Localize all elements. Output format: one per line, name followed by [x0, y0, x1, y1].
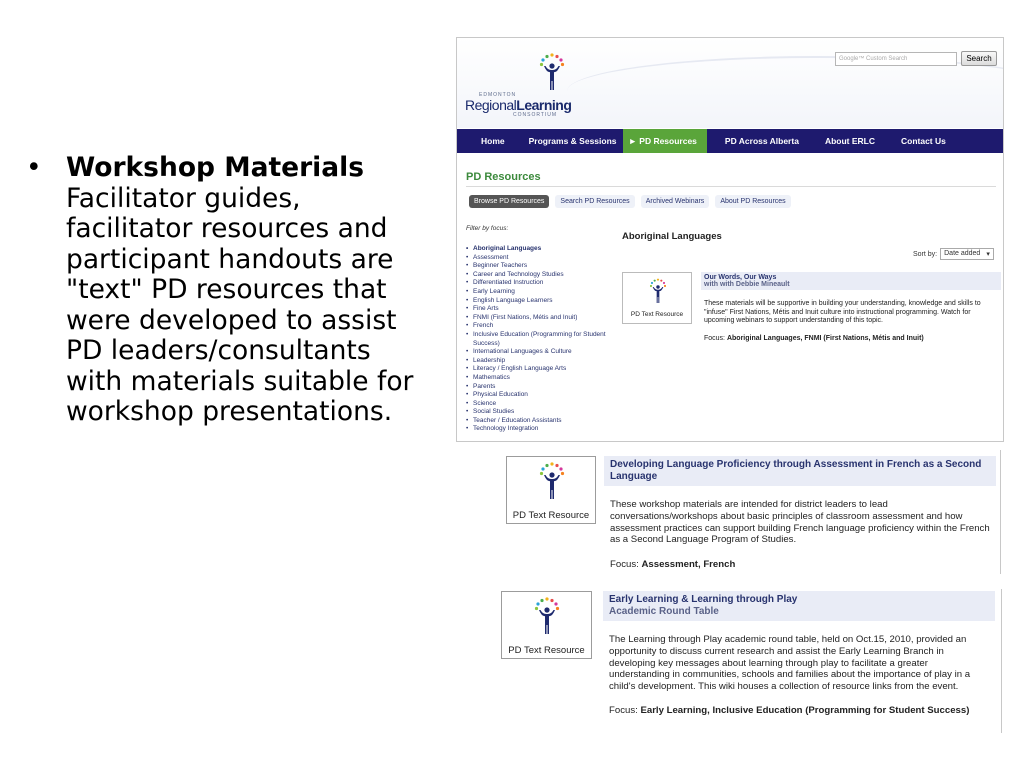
bullet-heading: Workshop Materials	[66, 152, 365, 183]
filter-label: Filter by focus:	[466, 225, 509, 232]
resource-card-header	[701, 272, 1001, 290]
filter-item[interactable]: • Mathematics	[466, 374, 616, 383]
filter-item[interactable]: • FNMI (First Nations, Métis and Inuit)	[466, 314, 616, 323]
filter-list	[466, 245, 616, 434]
tab-about[interactable]: About PD Resources	[715, 195, 790, 208]
bullet-text: Facilitator guides, facilitator resources and participant handouts are "text" PD resources that were developed to assist PD leaders/consultants with materials suitable for workshop presentations.	[66, 182, 414, 427]
logo-wordmark: RegionalLearning	[465, 97, 572, 113]
thumbnail-caption: PD Text Resource	[512, 510, 590, 521]
search-input[interactable]: Google™ Custom Search	[835, 52, 957, 66]
resource-focus: Focus: Assessment, French	[610, 559, 736, 571]
resource-thumbnail[interactable]	[501, 591, 592, 659]
resource-info	[604, 456, 996, 570]
header-swoosh	[567, 56, 1004, 126]
logo-consortium: CONSORTIUM	[513, 112, 558, 118]
resource-title-link[interactable]: Early Learning & Learning through Play	[609, 594, 798, 605]
tab-browse[interactable]: Browse PD Resources	[469, 195, 549, 208]
resource-thumbnail[interactable]	[506, 456, 596, 524]
chevron-down-icon: ▾	[986, 251, 990, 258]
erlc-logo[interactable]	[465, 50, 575, 120]
sort-select[interactable]	[940, 248, 994, 260]
title-divider	[466, 186, 996, 187]
resource-focus: Focus: Aboriginal Languages, FNMI (First Nations, Métis and Inuit)	[704, 334, 924, 342]
erlc-website-screenshot	[456, 37, 1004, 442]
filter-item[interactable]: • Science	[466, 400, 616, 409]
filter-item[interactable]: • Career and Technology Studies	[466, 271, 616, 280]
filter-item[interactable]: • Literacy / English Language Arts	[466, 365, 616, 374]
filter-item[interactable]: • Aboriginal Languages	[466, 245, 616, 254]
filter-item[interactable]: • Assessment	[466, 254, 616, 263]
card-right-border	[1000, 450, 1001, 574]
resource-description: These materials will be supportive in building your understanding, knowledge and skills to "infuse" First Nations, Métis and Inuit culture into instructional programming. Watch for upcoming webinars to support understanding of this topic.	[704, 300, 981, 324]
nav-home[interactable]: Home	[481, 136, 505, 146]
site-header	[457, 38, 1003, 128]
resource-title-link[interactable]: Our Words, Our Ways	[704, 274, 777, 281]
sort-value: Date added	[944, 250, 981, 257]
page-title: PD Resources	[466, 171, 541, 183]
filter-item[interactable]: • Leadership	[466, 357, 616, 366]
tab-archived-webinars[interactable]: Archived Webinars	[641, 195, 710, 208]
filter-item[interactable]: • Inclusive Education (Programming for Student Success)	[466, 331, 616, 348]
filter-item[interactable]: • Physical Education	[466, 391, 616, 400]
filter-item[interactable]: • French	[466, 322, 616, 331]
filter-item[interactable]: • Teacher / Education Assistants	[466, 417, 616, 426]
resource-title-link[interactable]: Developing Language Proficiency through Assessment in French as a Second Language	[610, 459, 982, 482]
nav-pd-across-alberta[interactable]: PD Across Alberta	[724, 136, 799, 146]
slide-bullet-block	[26, 153, 426, 428]
nav-pd-resources[interactable]: ► PD Resources	[623, 129, 707, 153]
thumbnail-caption: PD Text Resource	[630, 311, 684, 318]
filter-item[interactable]: • Early Learning	[466, 288, 616, 297]
resource-card-header	[603, 591, 995, 621]
filter-item[interactable]: • Parents	[466, 383, 616, 392]
card-right-border	[1001, 589, 1002, 733]
filter-item[interactable]: • English Language Learners	[466, 297, 616, 306]
filter-item[interactable]: • Beginner Teachers	[466, 262, 616, 271]
resource-thumbnail[interactable]	[622, 272, 692, 324]
sort-label: Sort by:	[913, 250, 938, 258]
sort-control	[913, 248, 994, 260]
filter-item[interactable]: • Fine Arts	[466, 305, 616, 314]
erlc-emblem-icon	[532, 596, 562, 636]
bullet-body	[66, 153, 426, 428]
filter-item[interactable]: • Differentiated Instruction	[466, 279, 616, 288]
nav-programs[interactable]: Programs & Sessions	[528, 136, 617, 146]
nav-about-erlc[interactable]: About ERLC	[824, 136, 875, 146]
thumbnail-caption: PD Text Resource	[508, 645, 585, 656]
resource-description: The Learning through Play academic round table, held on Oct.15, 2010, provided an opportunity to discuss current research and assist the Early Learning Branch in developing key messages about learning through play to facilitate a greater understanding in communities, schools and families about the importance of play in a child's development. This wiki houses a collection of resource links from the event.	[609, 634, 971, 693]
main-nav	[457, 129, 1004, 153]
resource-card	[701, 272, 1001, 342]
resource-card-header	[604, 456, 996, 486]
search-button[interactable]: Search	[961, 51, 997, 66]
resource-description: These workshop materials are intended for district leaders to lead conversations/workshops about basic principles of classroom assessment and how assessment practices can support building French language proficiency within the French as a Second Language Program of Studies.	[610, 499, 990, 546]
section-title: Aboriginal Languages	[622, 231, 722, 242]
bullet-marker: •	[26, 152, 42, 183]
logo-edmonton: EDMONTON	[479, 92, 517, 98]
filter-item[interactable]: • International Languages & Culture	[466, 348, 616, 357]
nav-contact-us[interactable]: Contact Us	[900, 136, 946, 146]
resource-tabs	[469, 195, 791, 208]
filter-item[interactable]: • Social Studies	[466, 408, 616, 417]
resource-subtitle: with with Debbie Mineault	[704, 281, 790, 288]
resource-subtitle: Academic Round Table	[609, 606, 719, 617]
erlc-emblem-icon	[648, 277, 668, 305]
resource-focus: Focus: Early Learning, Inclusive Education (Programming for Student Success)	[609, 704, 970, 716]
erlc-emblem-icon	[535, 52, 569, 92]
filter-item[interactable]: • Technology Integration	[466, 425, 616, 434]
erlc-emblem-icon	[537, 461, 567, 501]
tab-search[interactable]: Search PD Resources	[555, 195, 634, 208]
resource-info	[603, 591, 995, 716]
